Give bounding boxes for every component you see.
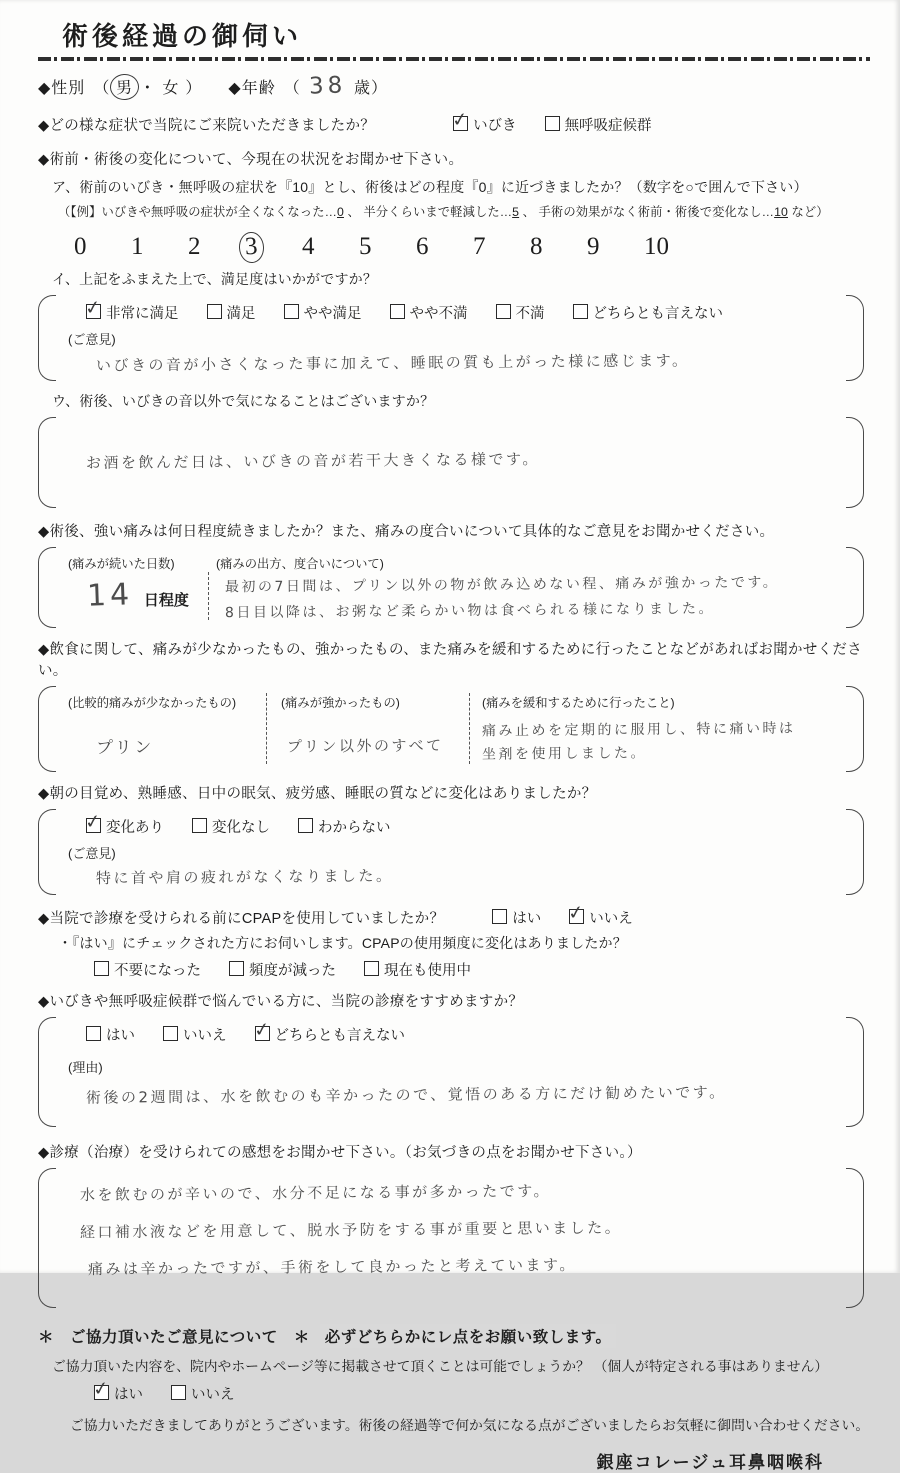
option-label: どちらとも言えない: [274, 1028, 405, 1044]
checkbox-no-longer-needed[interactable]: [94, 961, 109, 976]
wake-box: [38, 809, 870, 895]
scale-number-4[interactable]: 4: [302, 233, 315, 260]
checkbox-mukokyu[interactable]: [545, 116, 560, 131]
impressions-heading: ◆診療（治療）を受けられての感想をお聞かせ下さい。（お気づきの点をお聞かせ下さい。）: [38, 1145, 642, 1161]
checkbox-very-satisfied[interactable]: [86, 304, 101, 319]
footer-note: [38, 1324, 870, 1348]
scale-number-1[interactable]: 1: [131, 233, 144, 260]
cpap-question1: ◆当院で診療を受けられる前にCPAPを使用していましたか？: [38, 911, 445, 927]
footer-note-left: ＊ ご協力頂いたご意見について ＊: [38, 1329, 310, 1346]
comment-label: (ご意見): [68, 846, 116, 861]
checkbox-recommend-yes[interactable]: [86, 1026, 101, 1041]
profile-row: [38, 73, 870, 100]
scale-number-10[interactable]: 10: [644, 233, 669, 260]
permission-options: [94, 1383, 870, 1404]
food-col-least-pain: [68, 693, 266, 764]
example-paren: （: [58, 205, 71, 219]
checkbox-recommend-no[interactable]: [163, 1026, 178, 1041]
checkbox-somewhat-unsatisfied[interactable]: [390, 304, 405, 319]
food-col3-line1-handwritten: 痛み止めを定期的に服用し、特に痛い時は: [481, 720, 796, 740]
recommend-option[interactable]: [163, 1024, 227, 1045]
wake-comment-handwritten: 特に首や肩の疲れがなくなりました。: [95, 866, 394, 888]
food-col2-value-handwritten: プリン以外のすべて: [286, 736, 444, 756]
option-label: 現在も使用中: [384, 963, 471, 979]
food-col1-label: (比較的痛みが少なかったもの): [68, 696, 237, 710]
age-value-handwritten: 38: [308, 72, 347, 100]
option-label: 不満: [515, 306, 545, 322]
gender-paren-open: （: [93, 80, 111, 97]
food-col2-label: (痛みが強かったもの): [281, 696, 400, 710]
checkbox-still-using[interactable]: [364, 961, 379, 976]
scale-number-8[interactable]: 8: [530, 233, 543, 260]
option-label: 頻度が減った: [249, 963, 336, 979]
example-value-10: 10: [774, 205, 788, 219]
pain-detail-line2-handwritten: 8日目以降は、お粥など柔らかい物は食べられる様になりました。: [224, 600, 715, 622]
pain-divider: [208, 572, 209, 620]
concerns-answer-handwritten: お酒を飲んだ日は、いびきの音が若干大きくなる様です。: [85, 450, 540, 472]
satisfaction-option[interactable]: [86, 302, 179, 323]
cpap-freq-option[interactable]: [364, 959, 471, 980]
satisfaction-options: [86, 302, 836, 323]
scale-number-6[interactable]: 6: [416, 233, 429, 260]
scale-number-9[interactable]: 9: [587, 233, 600, 260]
recommend-options: [86, 1024, 836, 1045]
clinic-name: 銀座コレージュ耳鼻咽喉科: [596, 1453, 824, 1472]
wake-option[interactable]: [298, 816, 391, 837]
checkbox-no-change[interactable]: [192, 818, 207, 833]
impressions-line3-handwritten: 痛みは辛かったですが、手術をして良かったと考えています。: [87, 1255, 577, 1279]
symptom-option-ibiki[interactable]: [453, 114, 517, 135]
recommend-option[interactable]: [86, 1024, 135, 1045]
pain-detail-cell: [225, 572, 779, 620]
checkbox-satisfied[interactable]: [207, 304, 222, 319]
comment-label: (ご意見): [68, 332, 116, 347]
wake-option[interactable]: [192, 816, 270, 837]
gender-separator: ・: [139, 80, 157, 97]
checkbox-cpap-yes[interactable]: [492, 909, 507, 924]
checkbox-less-frequent[interactable]: [229, 961, 244, 976]
satisfaction-option[interactable]: [573, 302, 724, 323]
food-col-most-pain: [281, 693, 469, 764]
food-col3-label: (痛みを緩和するために行ったこと): [482, 696, 675, 710]
footer-thanks: ご協力いただきましてありがとうございます。術後の経過等で何か気になる点がございましたらお気軽に御問い合わせください。: [70, 1418, 870, 1433]
symptom-option-mukokyu[interactable]: [545, 114, 652, 135]
scale-number-5[interactable]: 5: [359, 233, 372, 260]
option-label: いいえ: [183, 1028, 227, 1044]
example-text: 【例】いびきや無呼吸の症状が全くなくなった…: [70, 205, 337, 219]
food-col-relief: [482, 693, 836, 764]
concerns-box: [38, 417, 870, 508]
recommend-reason-handwritten: 術後の2週間は、水を飲むのも辛かったので、覚悟のある方にだけ勧めたいです。: [85, 1083, 727, 1107]
recommend-option[interactable]: [255, 1024, 406, 1045]
permission-question: ご協力頂いた内容を、院内やホームページ等に掲載させて頂くことは可能でしょうか？ （個人が特定される事はありません）: [52, 1359, 829, 1374]
scale-number-3[interactable]: 3: [238, 231, 264, 263]
food-box: [38, 686, 870, 772]
wake-options: [86, 816, 836, 837]
change-question-a: ア、術前のいびき・無呼吸の症状を『10』とし、術後はどの程度『0』に近づきましたか？（数字を○で囲んで下さい）: [52, 179, 808, 195]
satisfaction-option[interactable]: [284, 302, 362, 323]
checkbox-unsatisfied[interactable]: [496, 304, 511, 319]
cpap-frequency-options: [94, 959, 870, 980]
pain-days-unit: 日程度: [143, 592, 189, 609]
page-title: 術後経過の御伺い: [62, 22, 303, 51]
checkbox-somewhat-satisfied[interactable]: [284, 304, 299, 319]
food-divider-2: [469, 693, 470, 764]
scale-number-2[interactable]: 2: [188, 233, 201, 260]
pain-detail-label: (痛みの出方、度合いについて): [216, 557, 384, 571]
example-text: など: [787, 205, 817, 219]
food-divider-1: [266, 693, 267, 764]
symptom-option-label: 無呼吸症候群: [564, 118, 652, 134]
permission-option-no[interactable]: [171, 1383, 235, 1404]
cpap-option-no[interactable]: [569, 907, 633, 928]
concerns-question: ウ、術後、いびきの音以外で気になることはございますか？: [52, 393, 435, 409]
example-value-5: 5: [512, 205, 520, 219]
option-label: いいえ: [589, 911, 633, 927]
checkbox-ibiki[interactable]: [453, 116, 468, 131]
option-label: どちらとも言えない: [592, 306, 723, 322]
impressions-line2-handwritten: 経口補水液などを用意して、脱水予防をする事が重要と思いました。: [79, 1218, 623, 1242]
pain-body: [68, 572, 836, 620]
pain-days-label: (痛みが続いた日数): [68, 557, 175, 571]
pain-box: [38, 547, 870, 628]
cpap-question2: ・『はい』にチェックされた方にお伺いします。CPAPの使用頻度に変化はありましたか？: [58, 935, 627, 951]
pain-days-value-handwritten: 14: [86, 577, 134, 614]
option-label: 変化あり: [106, 820, 164, 836]
example-text: 、 手術の効果がなく術前・術後で変化なし…: [519, 205, 775, 219]
option-label: はい: [114, 1387, 143, 1403]
age-paren-open: （: [283, 80, 301, 97]
option-label: やや満足: [303, 306, 362, 322]
option-label: 不要になった: [114, 963, 201, 979]
cpap-option-yes[interactable]: [492, 907, 541, 928]
pain-detail-line1-handwritten: 最初の7日間は、プリン以外の物が飲み込めない程、痛みが強かったです。: [224, 574, 780, 596]
checkbox-neither[interactable]: [573, 304, 588, 319]
checkbox-dont-know[interactable]: [298, 818, 313, 833]
option-label: 変化なし: [212, 820, 270, 836]
impressions-box: [38, 1168, 870, 1308]
recommend-heading: ◆いびきや無呼吸症候群で悩んでいる方に、当院の診療をすすめますか？: [38, 994, 524, 1010]
option-label: はい: [106, 1028, 135, 1044]
wake-option[interactable]: [86, 816, 164, 837]
title-divider: [38, 57, 870, 61]
scale-number-7[interactable]: 7: [473, 233, 486, 260]
wake-heading: ◆朝の目覚め、熟睡感、日中の眠気、疲労感、睡眠の質などに変化はありましたか？: [38, 786, 597, 802]
change-example: [58, 202, 870, 220]
option-label: 非常に満足: [106, 306, 179, 322]
checkbox-changed[interactable]: [86, 818, 101, 833]
checkbox-permission-yes[interactable]: [94, 1385, 109, 1400]
cpap-row: [38, 907, 870, 928]
symptom-question: ◆どの様な症状で当院にご来院いただきましたか？: [38, 118, 376, 134]
cpap-freq-option[interactable]: [94, 959, 201, 980]
scale-number-0[interactable]: 0: [74, 233, 87, 260]
recommend-box: [38, 1017, 870, 1127]
satisfaction-option[interactable]: [207, 302, 256, 323]
example-paren: ）: [816, 205, 829, 219]
symptom-option-label: いびき: [473, 118, 517, 134]
change-heading: ◆術前・術後の変化について、今現在の状況をお聞かせ下さい。: [38, 152, 464, 168]
pain-days-cell: [68, 572, 208, 620]
cpap-freq-option[interactable]: [229, 959, 336, 980]
satisfaction-option[interactable]: [390, 302, 468, 323]
gender-label: ◆性別: [38, 80, 86, 97]
reason-label: (理由): [68, 1060, 103, 1075]
option-label: 満足: [226, 306, 256, 322]
severity-scale: [68, 232, 870, 263]
satisfaction-comment-handwritten: いびきの音が小さくなった事に加えて、睡眠の質も上がった様に感じます。: [95, 351, 690, 375]
food-heading: ◆飲食に関して、痛みが少なかったもの、強かったもの、また痛みを緩和するために行ったことなどがあればお聞かせください。: [38, 642, 862, 679]
option-label: わからない: [318, 820, 391, 836]
pain-labels: [68, 554, 836, 572]
satisfaction-box: [38, 295, 870, 381]
symptom-row: [38, 114, 870, 135]
checkbox-recommend-neither[interactable]: [255, 1026, 270, 1041]
age-label: ◆年齢: [228, 80, 276, 97]
age-unit: 歳: [354, 80, 372, 97]
pain-heading: ◆術後、強い痛みは何日程度続きましたか？また、痛みの度合いについて具体的なご意見をお聞かせください。: [38, 524, 775, 540]
satisfaction-option[interactable]: [496, 302, 545, 323]
impressions-line1-handwritten: 水を飲むのが辛いので、水分不足になる事が多かったです。: [79, 1181, 552, 1205]
food-col3-line2-handwritten: 坐剤を使用しました。: [481, 745, 648, 763]
permission-option-yes[interactable]: [94, 1383, 143, 1404]
checkbox-permission-no[interactable]: [171, 1385, 186, 1400]
food-col1-value-handwritten: プリン: [95, 737, 154, 759]
gender-option-female[interactable]: 女: [162, 80, 180, 97]
example-value-0: 0: [337, 205, 344, 219]
example-text: 、 半分くらいまで軽減した…: [343, 205, 513, 219]
satisfaction-question: イ、上記をふまえた上で、満足度はいかがですか？: [52, 271, 378, 287]
footer-note-highlight: 必ずどちらかにレ点をお願い致します。: [320, 1324, 617, 1348]
food-columns: [68, 693, 836, 764]
gender-paren-close: ）: [185, 80, 203, 97]
age-paren-close: ）: [371, 80, 389, 97]
option-label: はい: [512, 911, 542, 927]
gender-option-male[interactable]: 男: [110, 73, 140, 100]
checkbox-cpap-no[interactable]: [569, 909, 584, 924]
option-label: いいえ: [191, 1387, 235, 1403]
option-label: やや不満: [409, 306, 468, 322]
